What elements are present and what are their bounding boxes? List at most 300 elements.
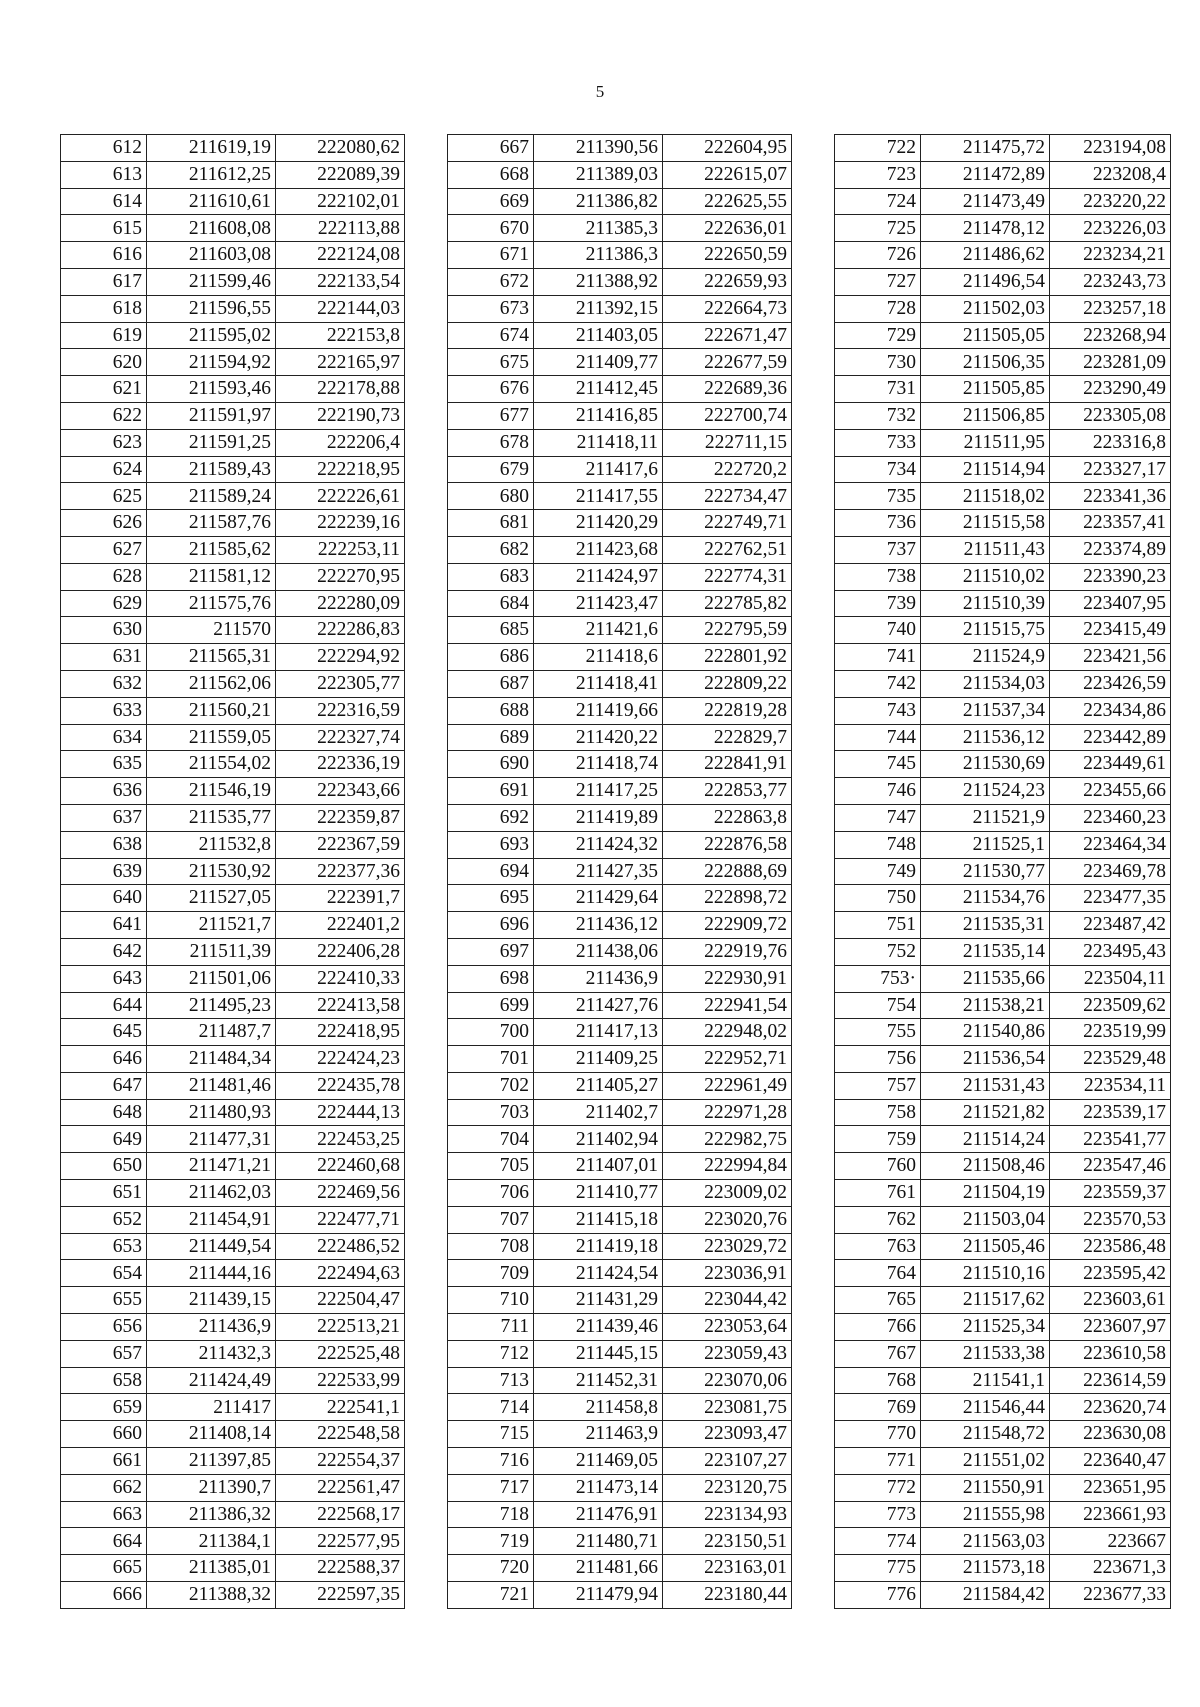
x-coordinate-cell: 211608,08 xyxy=(147,215,276,242)
x-coordinate-cell: 211495,23 xyxy=(147,992,276,1019)
x-coordinate-cell: 211593,46 xyxy=(147,376,276,403)
y-coordinate-cell: 222133,54 xyxy=(276,268,405,295)
x-coordinate-cell: 211531,43 xyxy=(921,1072,1050,1099)
table-row xyxy=(61,1340,405,1367)
x-coordinate-cell: 211521,82 xyxy=(921,1099,1050,1126)
point-number-cell: 647 xyxy=(61,1072,147,1099)
point-number-cell: 749 xyxy=(835,858,921,885)
table-row xyxy=(448,1153,792,1180)
y-coordinate-cell: 223570,53 xyxy=(1050,1206,1171,1233)
y-coordinate-cell: 223390,23 xyxy=(1050,563,1171,590)
y-coordinate-cell: 222327,74 xyxy=(276,724,405,751)
y-coordinate-cell: 223281,09 xyxy=(1050,349,1171,376)
x-coordinate-cell: 211514,24 xyxy=(921,1126,1050,1153)
y-coordinate-cell: 222762,51 xyxy=(663,536,792,563)
point-number-cell: 707 xyxy=(448,1206,534,1233)
x-coordinate-cell: 211546,44 xyxy=(921,1394,1050,1421)
y-coordinate-cell: 223243,73 xyxy=(1050,268,1171,295)
y-coordinate-cell: 222961,49 xyxy=(663,1072,792,1099)
y-coordinate-cell: 222711,15 xyxy=(663,429,792,456)
table-row xyxy=(448,617,792,644)
x-coordinate-cell: 211405,27 xyxy=(534,1072,663,1099)
x-coordinate-cell: 211584,42 xyxy=(921,1582,1050,1609)
point-number-cell: 676 xyxy=(448,376,534,403)
table-row xyxy=(835,804,1171,831)
y-coordinate-cell: 223327,17 xyxy=(1050,456,1171,483)
y-coordinate-cell: 223529,48 xyxy=(1050,1046,1171,1073)
table-row xyxy=(835,778,1171,805)
y-coordinate-cell: 223469,78 xyxy=(1050,858,1171,885)
point-number-cell: 686 xyxy=(448,644,534,671)
y-coordinate-cell: 222089,39 xyxy=(276,161,405,188)
point-number-cell: 766 xyxy=(835,1314,921,1341)
x-coordinate-cell: 211559,05 xyxy=(147,724,276,751)
y-coordinate-cell: 223607,97 xyxy=(1050,1314,1171,1341)
x-coordinate-cell: 211487,7 xyxy=(147,1019,276,1046)
table-row xyxy=(61,724,405,751)
point-number-cell: 711 xyxy=(448,1314,534,1341)
table-row xyxy=(448,376,792,403)
point-number-cell: 719 xyxy=(448,1528,534,1555)
table-row xyxy=(835,188,1171,215)
y-coordinate-cell: 222853,77 xyxy=(663,778,792,805)
table-row xyxy=(835,644,1171,671)
x-coordinate-cell: 211409,25 xyxy=(534,1046,663,1073)
point-number-cell: 671 xyxy=(448,242,534,269)
table-row xyxy=(835,1528,1171,1555)
point-number-cell: 632 xyxy=(61,670,147,697)
x-coordinate-cell: 211472,89 xyxy=(921,161,1050,188)
table-row xyxy=(448,590,792,617)
x-coordinate-cell: 211473,14 xyxy=(534,1474,663,1501)
table-row xyxy=(448,751,792,778)
y-coordinate-cell: 223519,99 xyxy=(1050,1019,1171,1046)
point-number-cell: 754 xyxy=(835,992,921,1019)
table-row xyxy=(835,831,1171,858)
table-row xyxy=(61,1260,405,1287)
x-coordinate-cell: 211449,54 xyxy=(147,1233,276,1260)
point-number-cell: 661 xyxy=(61,1448,147,1475)
y-coordinate-cell: 222316,59 xyxy=(276,697,405,724)
x-coordinate-cell: 211554,02 xyxy=(147,751,276,778)
point-number-cell: 680 xyxy=(448,483,534,510)
table-row xyxy=(835,161,1171,188)
x-coordinate-cell: 211419,66 xyxy=(534,697,663,724)
y-coordinate-cell: 222218,95 xyxy=(276,456,405,483)
point-number-cell: 742 xyxy=(835,670,921,697)
x-coordinate-cell: 211486,62 xyxy=(921,242,1050,269)
x-coordinate-cell: 211415,18 xyxy=(534,1206,663,1233)
table-row xyxy=(61,670,405,697)
point-number-cell: 769 xyxy=(835,1394,921,1421)
x-coordinate-cell: 211524,9 xyxy=(921,644,1050,671)
point-number-cell: 620 xyxy=(61,349,147,376)
x-coordinate-cell: 211418,6 xyxy=(534,644,663,671)
y-coordinate-cell: 223415,49 xyxy=(1050,617,1171,644)
table-row xyxy=(61,188,405,215)
x-coordinate-cell: 211388,92 xyxy=(534,268,663,295)
point-number-cell: 708 xyxy=(448,1233,534,1260)
point-number-cell: 706 xyxy=(448,1180,534,1207)
point-number-cell: 725 xyxy=(835,215,921,242)
x-coordinate-cell: 211439,46 xyxy=(534,1314,663,1341)
table-row xyxy=(448,483,792,510)
y-coordinate-cell: 222206,4 xyxy=(276,429,405,456)
y-coordinate-cell: 223150,51 xyxy=(663,1528,792,1555)
point-number-cell: 619 xyxy=(61,322,147,349)
y-coordinate-cell: 223020,76 xyxy=(663,1206,792,1233)
table-row xyxy=(835,376,1171,403)
table-row xyxy=(61,644,405,671)
point-number-cell: 736 xyxy=(835,510,921,537)
x-coordinate-cell: 211521,9 xyxy=(921,804,1050,831)
y-coordinate-cell: 223477,35 xyxy=(1050,885,1171,912)
x-coordinate-cell: 211581,12 xyxy=(147,563,276,590)
y-coordinate-cell: 223464,34 xyxy=(1050,831,1171,858)
x-coordinate-cell: 211506,35 xyxy=(921,349,1050,376)
x-coordinate-cell: 211436,12 xyxy=(534,912,663,939)
table-row xyxy=(835,1394,1171,1421)
y-coordinate-cell: 223180,44 xyxy=(663,1582,792,1609)
y-coordinate-cell: 222305,77 xyxy=(276,670,405,697)
point-number-cell: 650 xyxy=(61,1153,147,1180)
point-number-cell: 691 xyxy=(448,778,534,805)
y-coordinate-cell: 222863,8 xyxy=(663,804,792,831)
table-row xyxy=(835,1099,1171,1126)
point-number-cell: 651 xyxy=(61,1180,147,1207)
point-number-cell: 723 xyxy=(835,161,921,188)
y-coordinate-cell: 223120,75 xyxy=(663,1474,792,1501)
x-coordinate-cell: 211510,39 xyxy=(921,590,1050,617)
point-number-cell: 728 xyxy=(835,295,921,322)
y-coordinate-cell: 222406,28 xyxy=(276,938,405,965)
x-coordinate-cell: 211585,62 xyxy=(147,536,276,563)
y-coordinate-cell: 222588,37 xyxy=(276,1555,405,1582)
y-coordinate-cell: 223234,21 xyxy=(1050,242,1171,269)
x-coordinate-cell: 211535,66 xyxy=(921,965,1050,992)
y-coordinate-cell: 222801,92 xyxy=(663,644,792,671)
y-coordinate-cell: 223226,03 xyxy=(1050,215,1171,242)
x-coordinate-cell: 211525,1 xyxy=(921,831,1050,858)
y-coordinate-cell: 222888,69 xyxy=(663,858,792,885)
table-row xyxy=(835,1501,1171,1528)
point-number-cell: 709 xyxy=(448,1260,534,1287)
point-number-cell: 693 xyxy=(448,831,534,858)
table-row xyxy=(835,1340,1171,1367)
x-coordinate-cell: 211521,7 xyxy=(147,912,276,939)
y-coordinate-cell: 222829,7 xyxy=(663,724,792,751)
x-coordinate-cell: 211505,46 xyxy=(921,1233,1050,1260)
table-row xyxy=(448,670,792,697)
table-row xyxy=(448,1582,792,1609)
y-coordinate-cell: 222444,13 xyxy=(276,1099,405,1126)
x-coordinate-cell: 211402,94 xyxy=(534,1126,663,1153)
x-coordinate-cell: 211591,97 xyxy=(147,402,276,429)
point-number-cell: 720 xyxy=(448,1555,534,1582)
x-coordinate-cell: 211424,49 xyxy=(147,1367,276,1394)
x-coordinate-cell: 211555,98 xyxy=(921,1501,1050,1528)
y-coordinate-cell: 222795,59 xyxy=(663,617,792,644)
coordinate-table-3 xyxy=(834,134,1171,1609)
x-coordinate-cell: 211594,92 xyxy=(147,349,276,376)
x-coordinate-cell: 211402,7 xyxy=(534,1099,663,1126)
point-number-cell: 745 xyxy=(835,751,921,778)
y-coordinate-cell: 223541,77 xyxy=(1050,1126,1171,1153)
point-number-cell: 747 xyxy=(835,804,921,831)
y-coordinate-cell: 222504,47 xyxy=(276,1287,405,1314)
x-coordinate-cell: 211480,93 xyxy=(147,1099,276,1126)
x-coordinate-cell: 211515,75 xyxy=(921,617,1050,644)
x-coordinate-cell: 211431,29 xyxy=(534,1287,663,1314)
table-row xyxy=(61,938,405,965)
y-coordinate-cell: 223036,91 xyxy=(663,1260,792,1287)
table-row xyxy=(61,429,405,456)
y-coordinate-cell: 222952,71 xyxy=(663,1046,792,1073)
table-row xyxy=(835,1367,1171,1394)
y-coordinate-cell: 222689,36 xyxy=(663,376,792,403)
y-coordinate-cell: 222876,58 xyxy=(663,831,792,858)
point-number-cell: 695 xyxy=(448,885,534,912)
x-coordinate-cell: 211386,32 xyxy=(147,1501,276,1528)
y-coordinate-cell: 222286,83 xyxy=(276,617,405,644)
point-number-cell: 743 xyxy=(835,697,921,724)
y-coordinate-cell: 223603,61 xyxy=(1050,1287,1171,1314)
table-row xyxy=(448,1072,792,1099)
y-coordinate-cell: 223305,08 xyxy=(1050,402,1171,429)
y-coordinate-cell: 223586,48 xyxy=(1050,1233,1171,1260)
y-coordinate-cell: 223677,33 xyxy=(1050,1582,1171,1609)
x-coordinate-cell: 211416,85 xyxy=(534,402,663,429)
y-coordinate-cell: 222124,08 xyxy=(276,242,405,269)
point-number-cell: 635 xyxy=(61,751,147,778)
table-row xyxy=(835,965,1171,992)
x-coordinate-cell: 211524,23 xyxy=(921,778,1050,805)
x-coordinate-cell: 211535,31 xyxy=(921,912,1050,939)
table-row xyxy=(61,295,405,322)
table-row xyxy=(448,1474,792,1501)
x-coordinate-cell: 211445,15 xyxy=(534,1340,663,1367)
x-coordinate-cell: 211436,9 xyxy=(147,1314,276,1341)
y-coordinate-cell: 222819,28 xyxy=(663,697,792,724)
x-coordinate-cell: 211419,18 xyxy=(534,1233,663,1260)
x-coordinate-cell: 211596,55 xyxy=(147,295,276,322)
y-coordinate-cell: 223194,08 xyxy=(1050,135,1171,162)
table-row xyxy=(448,1019,792,1046)
y-coordinate-cell: 223534,11 xyxy=(1050,1072,1171,1099)
y-coordinate-cell: 222367,59 xyxy=(276,831,405,858)
point-number-cell: 623 xyxy=(61,429,147,456)
table-row xyxy=(835,697,1171,724)
point-number-cell: 775 xyxy=(835,1555,921,1582)
y-coordinate-cell: 223651,95 xyxy=(1050,1474,1171,1501)
y-coordinate-cell: 223163,01 xyxy=(663,1555,792,1582)
y-coordinate-cell: 222898,72 xyxy=(663,885,792,912)
y-coordinate-cell: 223426,59 xyxy=(1050,670,1171,697)
y-coordinate-cell: 222525,48 xyxy=(276,1340,405,1367)
y-coordinate-cell: 222604,95 xyxy=(663,135,792,162)
x-coordinate-cell: 211407,01 xyxy=(534,1153,663,1180)
point-number-cell: 757 xyxy=(835,1072,921,1099)
table-row xyxy=(448,563,792,590)
table-row xyxy=(61,1314,405,1341)
table-row xyxy=(835,349,1171,376)
x-coordinate-cell: 211388,32 xyxy=(147,1582,276,1609)
point-number-cell: 649 xyxy=(61,1126,147,1153)
y-coordinate-cell: 222625,55 xyxy=(663,188,792,215)
x-coordinate-cell: 211408,14 xyxy=(147,1421,276,1448)
point-number-cell: 640 xyxy=(61,885,147,912)
point-number-cell: 698 xyxy=(448,965,534,992)
point-number-cell: 738 xyxy=(835,563,921,590)
x-coordinate-cell: 211423,68 xyxy=(534,536,663,563)
table-row xyxy=(835,670,1171,697)
x-coordinate-cell: 211478,12 xyxy=(921,215,1050,242)
point-number-cell: 750 xyxy=(835,885,921,912)
table-row xyxy=(61,1555,405,1582)
table-row xyxy=(448,429,792,456)
x-coordinate-cell: 211429,64 xyxy=(534,885,663,912)
y-coordinate-cell: 223268,94 xyxy=(1050,322,1171,349)
point-number-cell: 700 xyxy=(448,1019,534,1046)
x-coordinate-cell: 211610,61 xyxy=(147,188,276,215)
y-coordinate-cell: 222453,25 xyxy=(276,1126,405,1153)
table-row xyxy=(835,1072,1171,1099)
x-coordinate-cell: 211469,05 xyxy=(534,1448,663,1475)
table-row xyxy=(448,697,792,724)
y-coordinate-cell: 223539,17 xyxy=(1050,1099,1171,1126)
y-coordinate-cell: 223290,49 xyxy=(1050,376,1171,403)
point-number-cell: 758 xyxy=(835,1099,921,1126)
table-row xyxy=(835,1233,1171,1260)
x-coordinate-cell: 211386,3 xyxy=(534,242,663,269)
point-number-cell: 735 xyxy=(835,483,921,510)
page-number: 5 xyxy=(595,82,605,101)
point-number-cell: 768 xyxy=(835,1367,921,1394)
table-row xyxy=(61,1153,405,1180)
x-coordinate-cell: 211496,54 xyxy=(921,268,1050,295)
x-coordinate-cell: 211427,76 xyxy=(534,992,663,1019)
table-row xyxy=(61,402,405,429)
table-row xyxy=(835,215,1171,242)
y-coordinate-cell: 223134,93 xyxy=(663,1501,792,1528)
x-coordinate-cell: 211454,91 xyxy=(147,1206,276,1233)
x-coordinate-cell: 211502,03 xyxy=(921,295,1050,322)
table-row xyxy=(448,938,792,965)
point-number-cell: 712 xyxy=(448,1340,534,1367)
point-number-cell: 717 xyxy=(448,1474,534,1501)
point-number-cell: 726 xyxy=(835,242,921,269)
y-coordinate-cell: 222948,02 xyxy=(663,1019,792,1046)
x-coordinate-cell: 211473,49 xyxy=(921,188,1050,215)
point-number-cell: 652 xyxy=(61,1206,147,1233)
table-row xyxy=(61,751,405,778)
x-coordinate-cell: 211534,76 xyxy=(921,885,1050,912)
point-number-cell: 767 xyxy=(835,1340,921,1367)
point-number-cell: 627 xyxy=(61,536,147,563)
table-row xyxy=(835,242,1171,269)
table-row xyxy=(448,858,792,885)
y-coordinate-cell: 223460,23 xyxy=(1050,804,1171,831)
x-coordinate-cell: 211518,02 xyxy=(921,483,1050,510)
y-coordinate-cell: 222941,54 xyxy=(663,992,792,1019)
point-number-cell: 761 xyxy=(835,1180,921,1207)
y-coordinate-cell: 222336,19 xyxy=(276,751,405,778)
table-row xyxy=(448,1448,792,1475)
table-row xyxy=(61,1046,405,1073)
table-row xyxy=(835,1421,1171,1448)
table-row xyxy=(448,1367,792,1394)
point-number-cell: 658 xyxy=(61,1367,147,1394)
point-number-cell: 692 xyxy=(448,804,534,831)
table-row xyxy=(835,724,1171,751)
table-row xyxy=(835,1448,1171,1475)
table-row xyxy=(835,1260,1171,1287)
y-coordinate-cell: 222113,88 xyxy=(276,215,405,242)
table-row xyxy=(448,1340,792,1367)
x-coordinate-cell: 211424,54 xyxy=(534,1260,663,1287)
point-number-cell: 740 xyxy=(835,617,921,644)
x-coordinate-cell: 211417,13 xyxy=(534,1019,663,1046)
table-row xyxy=(835,1153,1171,1180)
point-number-cell: 673 xyxy=(448,295,534,322)
point-number-cell: 734 xyxy=(835,456,921,483)
table-row xyxy=(61,1126,405,1153)
table-row xyxy=(61,1019,405,1046)
x-coordinate-cell: 211535,14 xyxy=(921,938,1050,965)
point-number-cell: 737 xyxy=(835,536,921,563)
x-coordinate-cell: 211511,43 xyxy=(921,536,1050,563)
y-coordinate-cell: 223009,02 xyxy=(663,1180,792,1207)
point-number-cell: 722 xyxy=(835,135,921,162)
y-coordinate-cell: 222749,71 xyxy=(663,510,792,537)
table-row xyxy=(835,483,1171,510)
table-row xyxy=(448,724,792,751)
x-coordinate-cell: 211463,9 xyxy=(534,1421,663,1448)
x-coordinate-cell: 211419,89 xyxy=(534,804,663,831)
table-row xyxy=(835,617,1171,644)
table-row xyxy=(61,322,405,349)
x-coordinate-cell: 211587,76 xyxy=(147,510,276,537)
x-coordinate-cell: 211565,31 xyxy=(147,644,276,671)
point-number-cell: 675 xyxy=(448,349,534,376)
x-coordinate-cell: 211418,74 xyxy=(534,751,663,778)
y-coordinate-cell: 223487,42 xyxy=(1050,912,1171,939)
x-coordinate-cell: 211550,91 xyxy=(921,1474,1050,1501)
point-number-cell: 739 xyxy=(835,590,921,617)
y-coordinate-cell: 222153,8 xyxy=(276,322,405,349)
point-number-cell: 630 xyxy=(61,617,147,644)
x-coordinate-cell: 211527,05 xyxy=(147,885,276,912)
y-coordinate-cell: 222615,07 xyxy=(663,161,792,188)
table-row xyxy=(448,1501,792,1528)
y-coordinate-cell: 222477,71 xyxy=(276,1206,405,1233)
point-number-cell: 625 xyxy=(61,483,147,510)
y-coordinate-cell: 222809,22 xyxy=(663,670,792,697)
table-row xyxy=(835,456,1171,483)
y-coordinate-cell: 222541,1 xyxy=(276,1394,405,1421)
x-coordinate-cell: 211424,97 xyxy=(534,563,663,590)
y-coordinate-cell: 222418,95 xyxy=(276,1019,405,1046)
point-number-cell: 748 xyxy=(835,831,921,858)
y-coordinate-cell: 222377,36 xyxy=(276,858,405,885)
point-number-cell: 617 xyxy=(61,268,147,295)
y-coordinate-cell: 222486,52 xyxy=(276,1233,405,1260)
point-number-cell: 612 xyxy=(61,135,147,162)
point-number-cell: 759 xyxy=(835,1126,921,1153)
table-row xyxy=(448,215,792,242)
table-row xyxy=(448,1260,792,1287)
x-coordinate-cell: 211479,94 xyxy=(534,1582,663,1609)
